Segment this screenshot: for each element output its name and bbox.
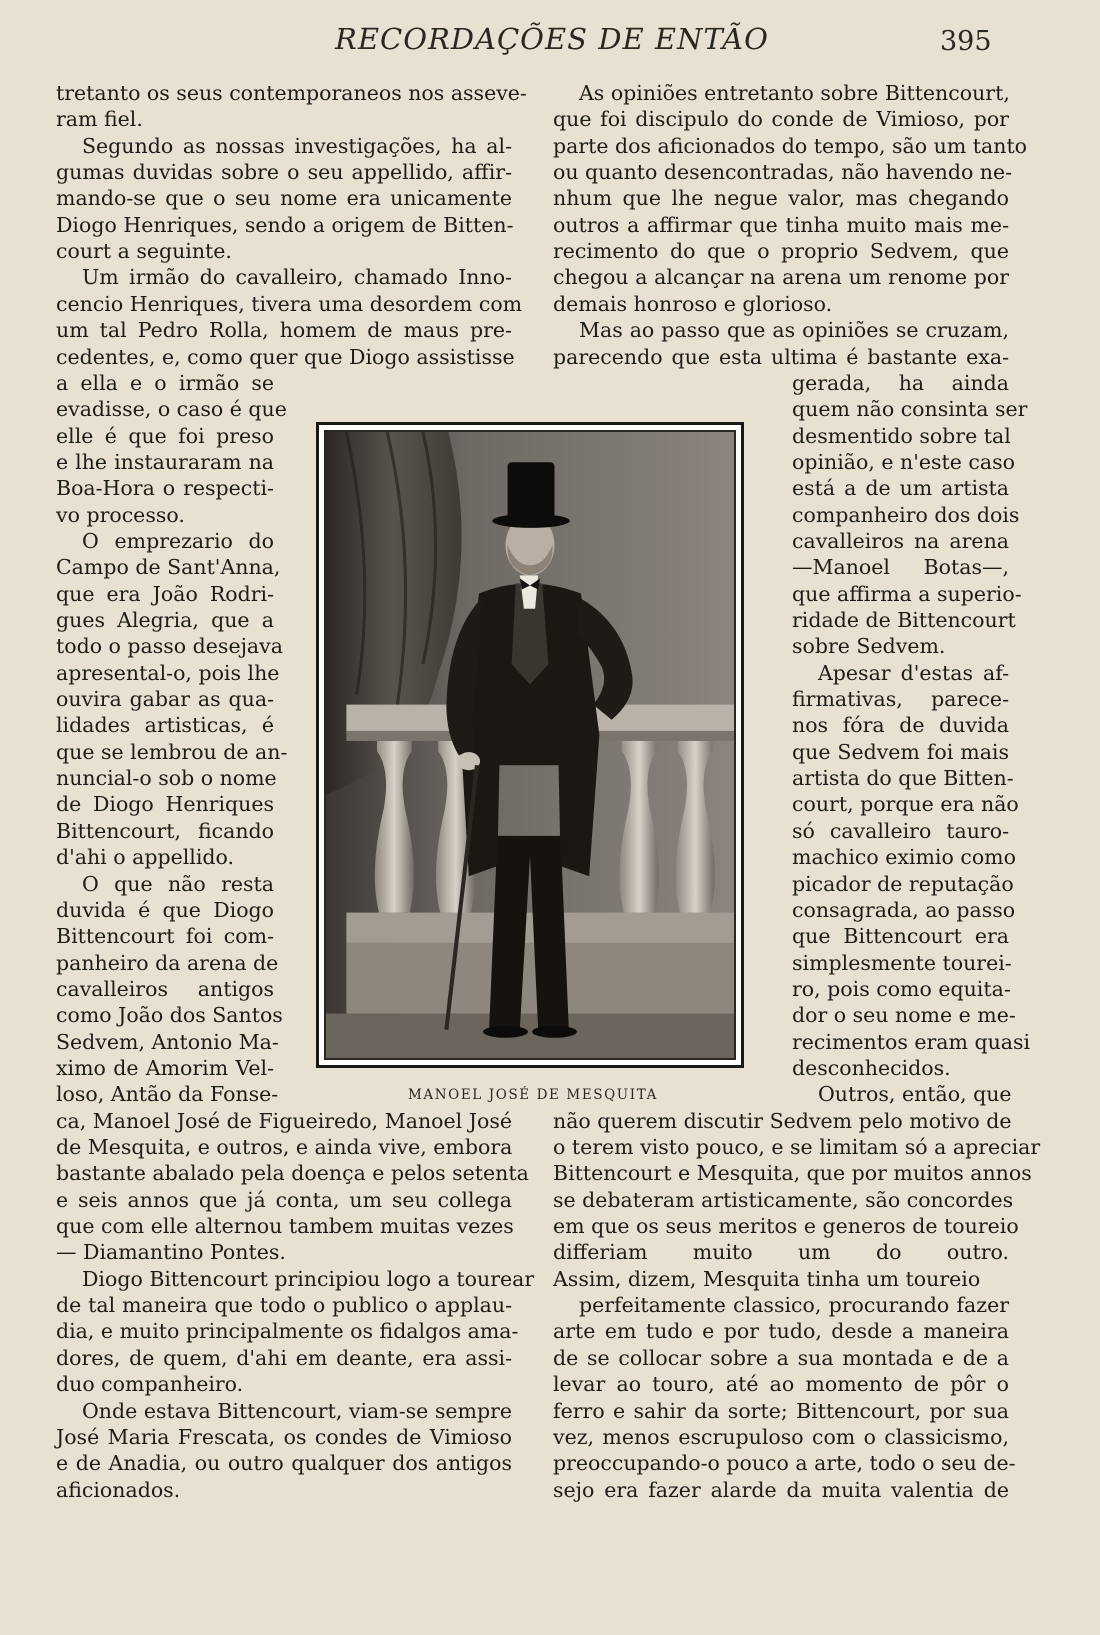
text-line: e de Anadia, ou outro qualquer dos antigos bbox=[56, 1451, 512, 1476]
text-line: quem não consinta ser bbox=[792, 397, 1028, 422]
text-line: simplesmente tourei- bbox=[792, 950, 1012, 975]
text-line: nos fóra de duvida bbox=[792, 713, 1009, 738]
text-line: ouvira gabar as qua- bbox=[56, 687, 274, 712]
running-title: RECORDAÇÕES DE ENTÃO bbox=[335, 22, 769, 56]
text-line: ridade de Bittencourt bbox=[792, 608, 1016, 632]
text-line: não querem discutir Sedvem pelo motivo de bbox=[553, 1108, 1012, 1133]
text-line: Boa-Hora o respecti- bbox=[56, 476, 274, 501]
portrait-photograph bbox=[316, 422, 744, 1068]
text-line: Bittencourt foi com- bbox=[56, 924, 274, 949]
text-line: e seis annos que já conta, um seu collega bbox=[56, 1187, 512, 1212]
text-line: recimento do que o proprio Sedvem, que bbox=[553, 239, 1009, 264]
text-line: Campo de Sant'Anna, bbox=[56, 555, 281, 580]
text-line: em que os seus meritos e generos de toureio bbox=[553, 1214, 1019, 1239]
text-line: gumas duvidas sobre o seu appellido, affir- bbox=[56, 160, 512, 185]
text-line: Diogo Bittencourt principiou logo a tourear bbox=[82, 1266, 535, 1291]
text-line: d'ahi o appellido. bbox=[56, 845, 235, 870]
text-line: está a de um artista bbox=[792, 476, 1009, 501]
text-line: O que não resta bbox=[82, 871, 274, 896]
text-line: consagrada, ao passo bbox=[792, 897, 1016, 922]
text-line: vez, menos escrupuloso com o classicismo, bbox=[553, 1424, 1009, 1449]
text-line: — Diamantino Pontes. bbox=[56, 1240, 286, 1265]
text-line: de se collocar sobre a sua montada e de a bbox=[553, 1345, 1009, 1370]
text-line: dia, e muito principalmente os fidalgos ama- bbox=[56, 1319, 519, 1344]
text-line: dor o seu nome e me- bbox=[792, 1003, 1016, 1028]
text-line: que era João Rodri- bbox=[56, 581, 274, 606]
text-line: bastante abalado pela doença e pelos setenta bbox=[56, 1161, 529, 1186]
text-line: que Sedvem foi mais bbox=[792, 739, 1009, 764]
text-line: Outros, então, que bbox=[818, 1082, 1012, 1107]
text-line: só cavalleiro tauro- bbox=[792, 818, 1009, 843]
text-line: chegou a alcançar na arena um renome por bbox=[553, 265, 1009, 290]
text-line: outros a affirmar que tinha muito mais me- bbox=[553, 212, 1009, 237]
text-line: court, porque era não bbox=[792, 792, 1019, 817]
text-line: companheiro dos dois bbox=[792, 502, 1020, 527]
text-line: Diogo Henriques, sendo a origem de Bitten- bbox=[56, 212, 514, 237]
text-line: loso, Antão da Fonse- bbox=[56, 1082, 279, 1107]
text-line: de Diogo Henriques bbox=[56, 792, 274, 817]
text-line: que se lembrou de an- bbox=[56, 739, 288, 764]
text-line: opinião, e n'este caso bbox=[792, 449, 1015, 474]
text-line: nuncial-o sob o nome bbox=[56, 766, 277, 791]
text-line: ximo de Amorim Vel- bbox=[56, 1055, 274, 1080]
text-line: que Bittencourt era bbox=[792, 924, 1009, 949]
text-line: Bittencourt e Mesquita, que por muitos annos bbox=[553, 1161, 1032, 1186]
text-line: José Maria Frescata, os condes de Vimioso bbox=[56, 1424, 512, 1449]
text-line: duo companheiro. bbox=[56, 1372, 244, 1397]
text-line: apresental-o, pois lhe bbox=[56, 660, 280, 685]
text-line: todo o passo desejava bbox=[56, 634, 283, 659]
text-line: ro, pois como equita- bbox=[792, 976, 1011, 1001]
page-number: 395 bbox=[940, 26, 992, 57]
text-line: panheiro da arena de bbox=[56, 950, 279, 975]
text-line: que com elle alternou tambem muitas vezes bbox=[56, 1214, 514, 1239]
text-line: de tal maneira que todo o publico o applau- bbox=[56, 1293, 512, 1318]
text-line: —Manoel Botas—, bbox=[792, 555, 1009, 580]
text-line: As opiniões entretanto sobre Bittencourt, bbox=[579, 81, 1010, 105]
text-line: cavalleiros antigos bbox=[56, 976, 274, 1001]
text-line: o terem visto pouco, e se limitam só a apreciar bbox=[553, 1135, 1041, 1159]
text-line: cencio Henriques, tivera uma desordem com bbox=[56, 291, 523, 316]
text-line: Um irmão do cavalleiro, chamado Inno- bbox=[82, 265, 512, 290]
text-line: vo processo. bbox=[56, 502, 185, 527]
text-line: tretanto os seus contemporaneos nos asseve- bbox=[56, 81, 527, 105]
text-line: ca, Manoel José de Figueiredo, Manoel José bbox=[56, 1108, 512, 1133]
text-line: Bittencourt, ficando bbox=[56, 818, 274, 843]
text-line: se debateram artisticamente, são concordes bbox=[553, 1187, 1014, 1212]
text-line: sejo era fazer alarde da muita valentia de bbox=[553, 1477, 1009, 1502]
text-line: machico eximio como bbox=[792, 845, 1016, 870]
text-line: elle é que foi preso bbox=[56, 423, 274, 448]
text-line: Assim, dizem, Mesquita tinha um toureio bbox=[553, 1266, 981, 1291]
text-line: e lhe instauraram na bbox=[56, 449, 274, 474]
text-line: preoccupando-o pouco a arte, todo o seu de- bbox=[553, 1451, 1016, 1476]
text-line: ou quanto desencontradas, não havendo ne- bbox=[553, 160, 1013, 185]
text-line: court a seguinte. bbox=[56, 239, 232, 264]
text-line: artista do que Bitten- bbox=[792, 766, 1014, 791]
portrait-figure bbox=[326, 432, 734, 1058]
photo-caption: MANOEL JOSÉ DE MESQUITA bbox=[408, 1087, 658, 1103]
text-line: como João dos Santos bbox=[56, 1003, 283, 1028]
text-line: sobre Sedvem. bbox=[792, 634, 946, 659]
text-line: parecendo que esta ultima é bastante exa- bbox=[553, 344, 1009, 369]
text-line: Segundo as nossas investigações, ha al- bbox=[82, 133, 512, 158]
text-line: recimentos eram quasi bbox=[792, 1029, 1031, 1054]
text-line: ferro e sahir da sorte; Bittencourt, por sua bbox=[553, 1398, 1009, 1423]
text-line: ram fiel. bbox=[56, 107, 143, 132]
text-line: desconhecidos. bbox=[792, 1055, 951, 1080]
text-line: cedentes, e, como quer que Diogo assistisse bbox=[56, 344, 515, 369]
text-line: Onde estava Bittencourt, viam-se sempre bbox=[82, 1398, 512, 1423]
text-line: evadisse, o caso é que bbox=[56, 397, 287, 422]
text-line: O emprezario do bbox=[82, 528, 274, 553]
text-line: differiam muito um do outro. bbox=[553, 1240, 1009, 1265]
text-line: de Mesquita, e outros, e ainda vive, embora bbox=[56, 1135, 513, 1159]
text-line: nhum que lhe negue valor, mas chegando bbox=[553, 186, 1009, 211]
text-line: mando-se que o seu nome era unicamente bbox=[56, 186, 512, 211]
text-line: gerada, ha ainda bbox=[792, 370, 1009, 395]
text-line: desmentido sobre tal bbox=[792, 423, 1011, 448]
text-line: Apesar d'estas af- bbox=[818, 660, 1009, 685]
text-line: levar ao touro, até ao momento de pôr o bbox=[553, 1372, 1009, 1397]
text-line: cavalleiros na arena bbox=[792, 528, 1009, 553]
text-line: firmativas, parece- bbox=[792, 687, 1009, 712]
text-line: Sedvem, Antonio Ma- bbox=[56, 1029, 279, 1054]
text-line: dores, de quem, d'ahi em deante, era assi- bbox=[56, 1345, 512, 1370]
text-line: aficionados. bbox=[56, 1477, 181, 1502]
text-line: arte em tudo e por tudo, desde a maneira bbox=[553, 1319, 1009, 1344]
text-line: perfeitamente classico, procurando fazer bbox=[579, 1293, 1009, 1318]
text-line: picador de reputação bbox=[792, 871, 1014, 896]
text-line: que foi discipulo do conde de Vimioso, por bbox=[553, 107, 1009, 132]
text-line: gues Alegria, que a bbox=[56, 608, 274, 632]
text-line: duvida é que Diogo bbox=[56, 897, 274, 922]
text-line: um tal Pedro Rolla, homem de maus pre- bbox=[56, 318, 512, 343]
text-line: a ella e o irmão se bbox=[56, 370, 274, 395]
text-line: parte dos aficionados do tempo, são um tanto bbox=[553, 133, 1028, 158]
text-line: lidades artisticas, é bbox=[56, 713, 274, 738]
text-line: Mas ao passo que as opiniões se cruzam, bbox=[579, 318, 1009, 343]
text-line: demais honroso e glorioso. bbox=[553, 291, 833, 316]
text-line: que affirma a superio- bbox=[792, 581, 1022, 606]
